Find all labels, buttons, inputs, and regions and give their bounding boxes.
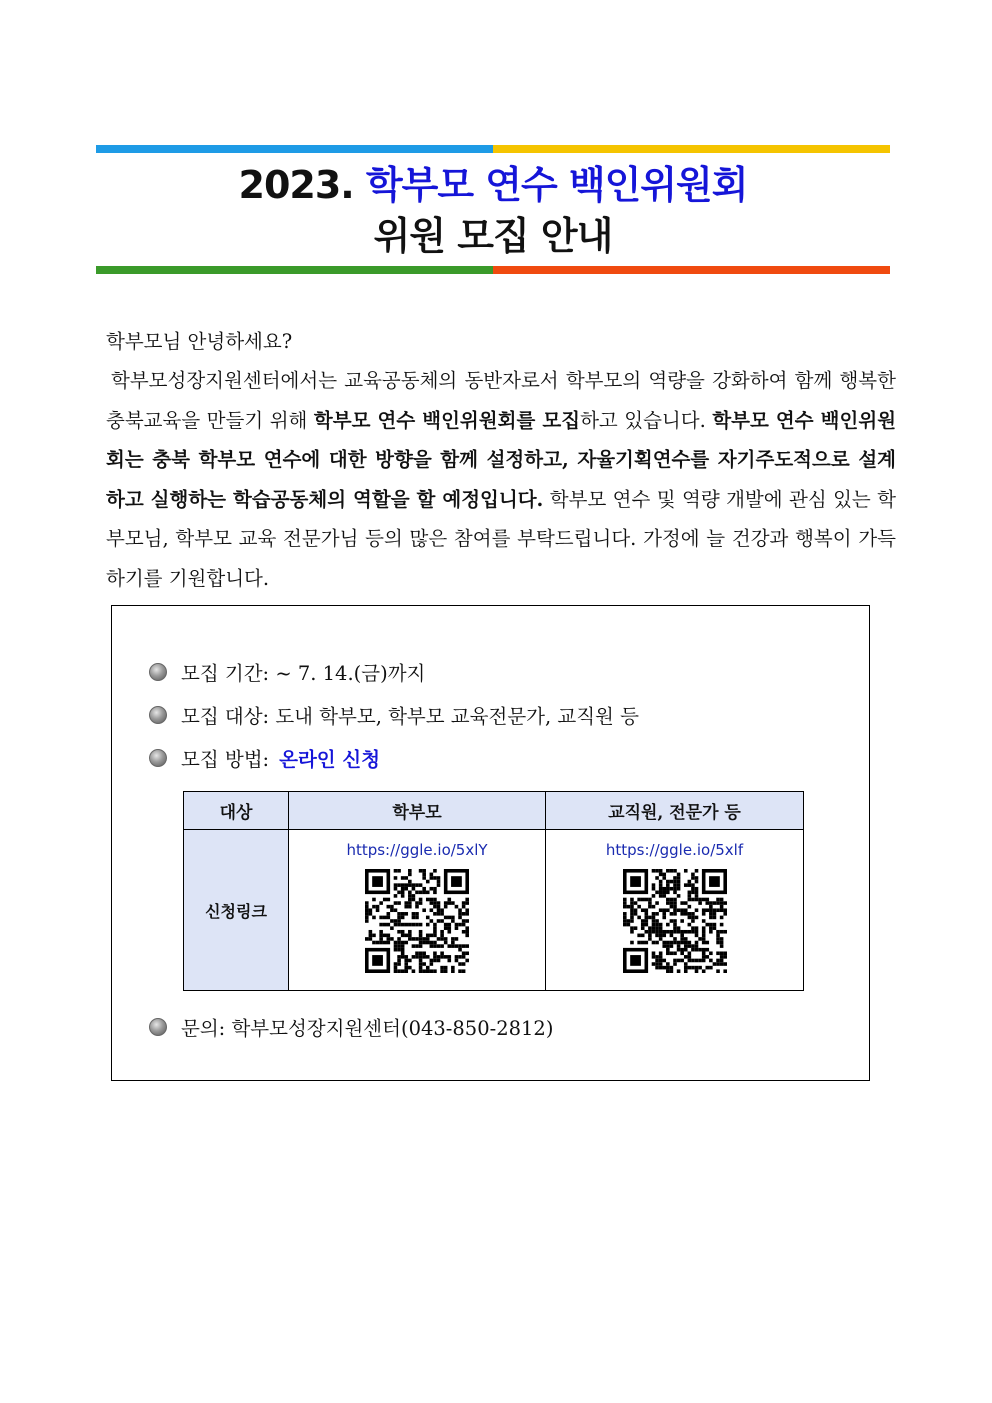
qr-code-icon[interactable] [623, 869, 727, 973]
qr-code-icon[interactable] [365, 869, 469, 973]
page-subtitle: 위원 모집 안내 [373, 214, 613, 258]
top-color-bar [96, 145, 890, 153]
staff-link[interactable]: https://ggle.io/5xlf [605, 841, 744, 859]
bullet-icon [149, 663, 167, 681]
intro-paragraph: 학부모성장지원센터에서는 교육공동체의 동반자로서 학부모의 역량을 강화하여 함께 행복한 충북교육을 만들기 위해 학부모 연수 백인위원회를 모집하고 있습니다. 학부모 연수 백인위원회는 충북 학부모 연수에 대한 방향을 함께 설정하고, 자율기획연수를 자기주도적으로 설계하고 실행하는 학습공동체의 역할을 할 예정입니다. 학부모 연수 및 역량 개발에 관심 있는 학부모님, 학부모 교육 전문가님 등의 많은 참여를 부탁드립니다. 가정에 늘 건강과 행복이 가득하기를 기원합니다. [106, 369, 897, 590]
header-staff: 교직원, 전문가 등 [546, 792, 804, 830]
parent-link-cell [289, 830, 546, 991]
greeting: 학부모님 안녕하세요? [106, 330, 293, 353]
parent-link[interactable]: https://ggle.io/5xlY [346, 841, 488, 859]
staff-link-cell [546, 830, 804, 991]
title-year: 2023. [238, 163, 354, 207]
recruit-info-box [111, 605, 870, 1081]
contact-info: 문의: 학부모성장지원센터(043-850-2812) [149, 1013, 553, 1041]
recruit-method: 모집 방법: 온라인 신청 [149, 744, 380, 772]
recruit-period: 모집 기간: ~ 7. 14.(금)까지 [149, 658, 425, 686]
header-parent: 학부모 [289, 792, 546, 830]
header-target: 대상 [184, 792, 289, 830]
title-highlight: 학부모 연수 백인위원회 [365, 163, 748, 207]
bullet-icon [149, 1018, 167, 1036]
bullet-icon [149, 749, 167, 767]
recruit-target: 모집 대상: 도내 학부모, 학부모 교육전문가, 교직원 등 [149, 701, 639, 729]
page-title [96, 163, 890, 207]
method-value: 온라인 신청 [279, 748, 381, 771]
application-table [183, 791, 804, 991]
bullet-icon [149, 706, 167, 724]
bottom-color-bar [96, 266, 890, 274]
row-label: 신청링크 [184, 830, 289, 991]
